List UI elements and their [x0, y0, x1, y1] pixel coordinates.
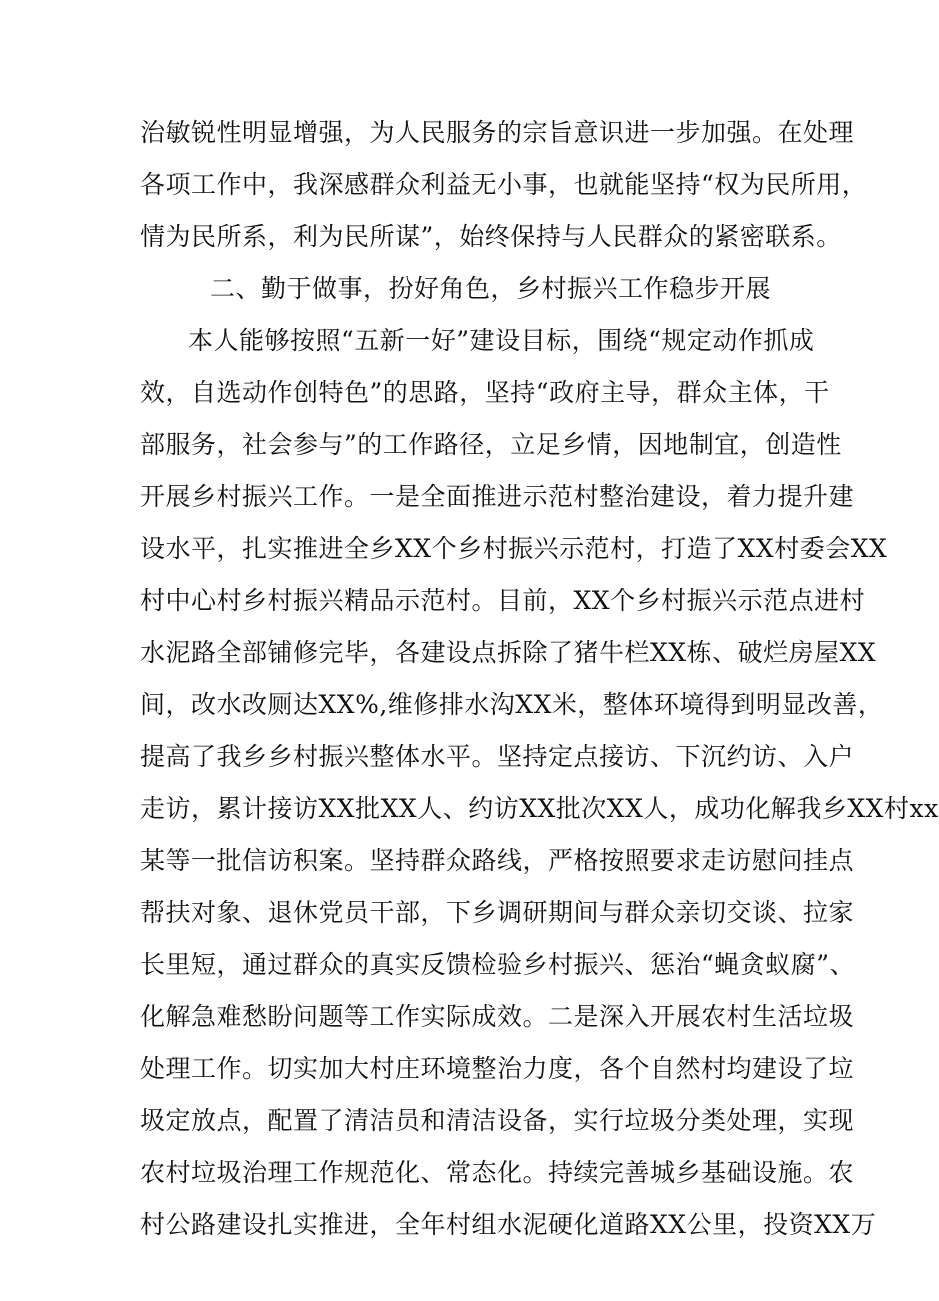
- text-line: 帮扶对象、退休党员干部，下乡调研期间与群众亲切交谈、拉家: [140, 898, 855, 927]
- text-line: 处理工作。切实加大村庄环境整治力度，各个自然村均建设了垃: [140, 1054, 855, 1083]
- section-heading: 二、勤于做事，扮好角色，乡村振兴工作稳步开展: [210, 274, 772, 303]
- text-line: 开展乡村振兴工作。一是全面推进示范村整治建设，着力提升建: [140, 482, 855, 511]
- text-line: 农村垃圾治理工作规范化、常态化。持续完善城乡基础设施。农: [140, 1158, 855, 1187]
- text-line: 长里短，通过群众的真实反馈检验乡村振兴、惩治“蝇贪蚁腐”、: [140, 950, 856, 979]
- text-line: 情为民所系，利为民所谋”，始终保持与人民群众的紧密联系。: [140, 222, 842, 251]
- text-line: 提高了我乡乡村振兴整体水平。坚持定点接访、下沉约访、入户: [140, 742, 855, 771]
- text-line: 圾定放点，配置了清洁员和清洁设备，实行垃圾分类处理，实现: [140, 1106, 855, 1135]
- text-line: 水泥路全部铺修完毕，各建设点拆除了猪牛栏XX栋、破烂房屋XX: [140, 638, 877, 667]
- text-line: 治敏锐性明显增强，为人民服务的宗旨意识进一步加强。在处理: [140, 118, 855, 147]
- text-line: 本人能够按照“五新一好”建设目标，围绕“规定动作抓成: [188, 326, 815, 355]
- text-line: 各项工作中，我深感群众利益无小事，也就能坚持“权为民所用，: [140, 170, 868, 199]
- text-line: 效，自选动作创特色”的思路，坚持“政府主导，群众主体，干: [140, 378, 830, 407]
- text-line: 某等一批信访积案。坚持群众路线，严格按照要求走访慰问挂点: [140, 846, 855, 875]
- text-line: 化解急难愁盼问题等工作实际成效。二是深入开展农村生活垃圾: [140, 1002, 855, 1031]
- text-line: 间，改水改厕达XX%,维修排水沟XX米，整体环境得到明显改善，: [140, 690, 884, 719]
- text-line: 村中心村乡村振兴精品示范村。目前，XX个乡村振兴示范点进村: [140, 586, 866, 615]
- text-line: 部服务，社会参与”的工作路径，立足乡情，因地制宜，创造性: [140, 430, 842, 459]
- text-line: 设水平，扎实推进全乡XX个乡村振兴示范村，打造了XX村委会XX: [140, 534, 888, 563]
- text-line: 村公路建设扎实推进，全年村组水泥硬化道路XX公里，投资XX万: [140, 1210, 877, 1239]
- text-line: 走访，累计接访XX批XX人、约访XX批次XX人，成功化解我乡XX村xx: [140, 794, 939, 823]
